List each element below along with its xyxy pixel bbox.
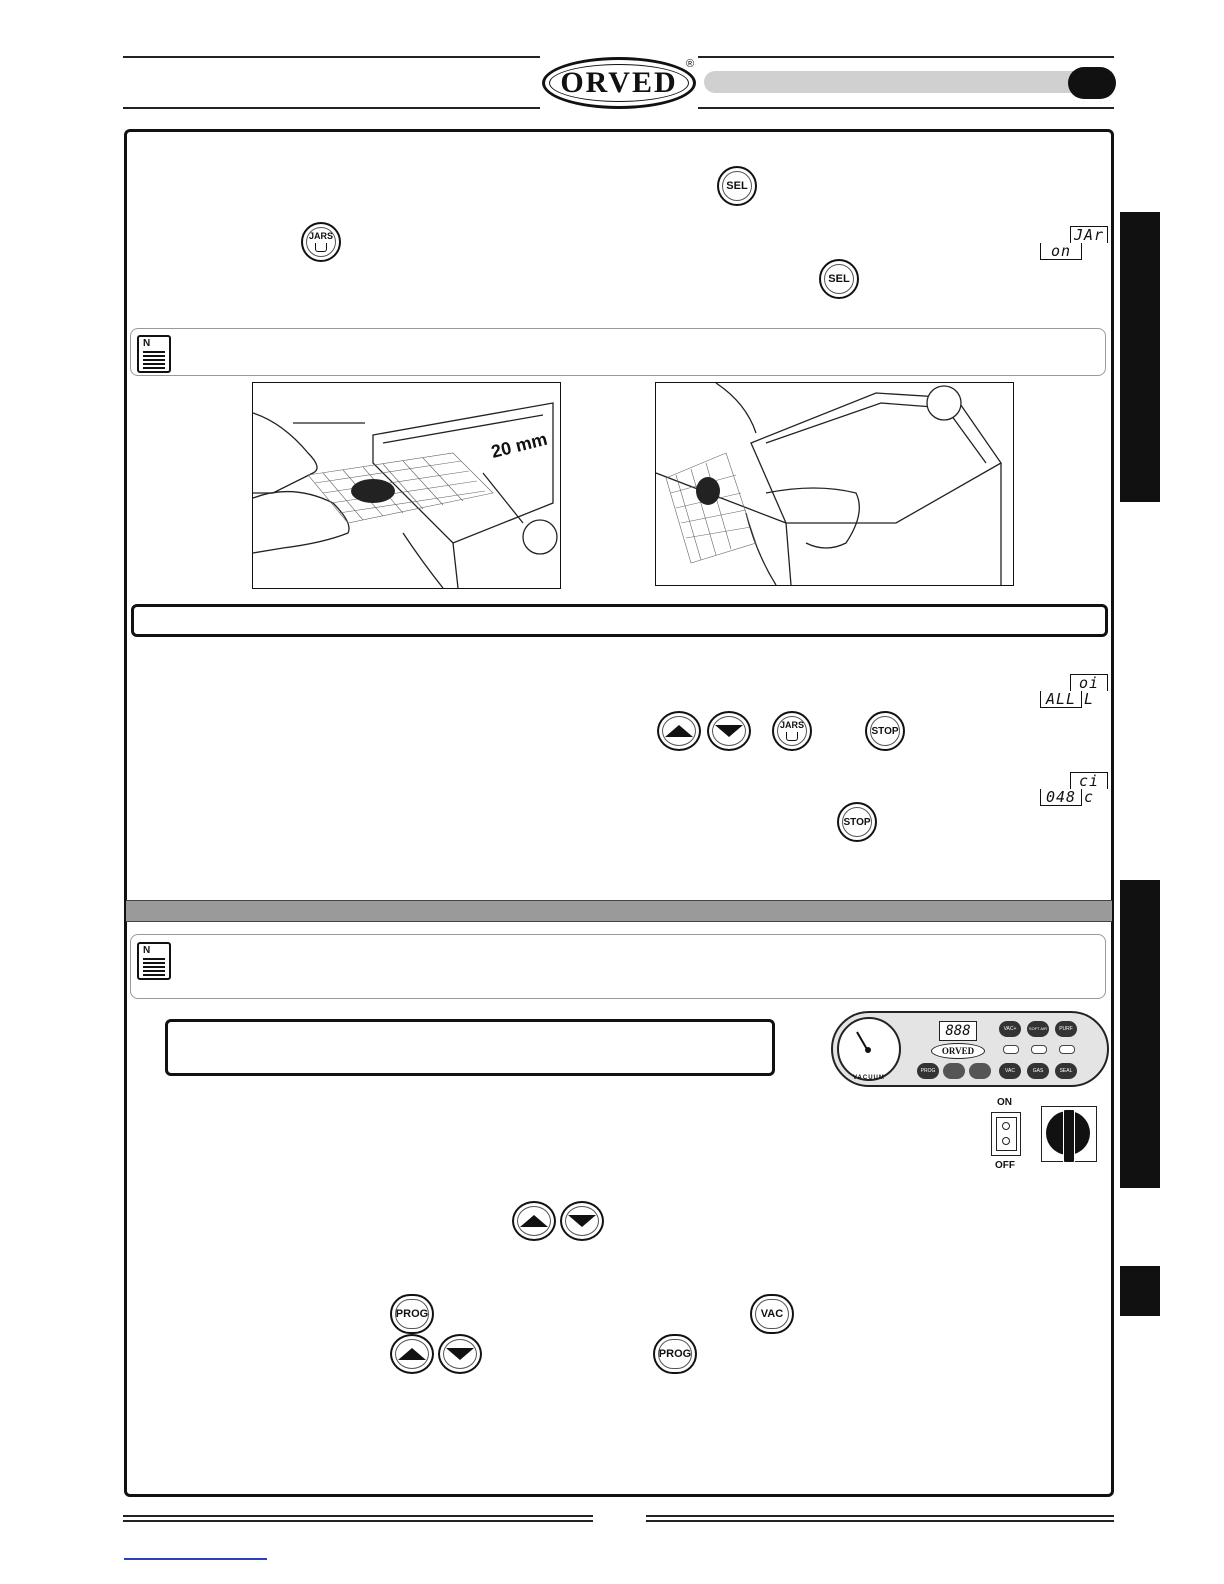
jars-button-2[interactable]: JARS <box>772 711 812 751</box>
logo-text: ORVED <box>560 66 678 99</box>
jars-button-1[interactable]: JARS <box>301 222 341 262</box>
side-tab-2 <box>1120 880 1160 1188</box>
footer-rule-right-1 <box>646 1515 1114 1517</box>
note-box-1 <box>130 328 1106 376</box>
up-arrow-button-1[interactable] <box>657 711 701 751</box>
display-jar-on: JAr on <box>1040 226 1108 260</box>
measurement-label: 20 mm <box>489 428 550 462</box>
arrow-down-icon <box>446 1348 474 1360</box>
side-tab-1 <box>1120 212 1160 502</box>
rotary-main-switch[interactable] <box>1041 1106 1097 1162</box>
note-box-2 <box>130 934 1106 999</box>
stop-button-1[interactable]: STOP <box>865 711 905 751</box>
header-rule-right-bottom <box>698 107 1114 109</box>
footer-rule-left-1 <box>123 1515 593 1517</box>
note-icon-1: N <box>137 335 171 373</box>
illustration-lid <box>656 383 1013 585</box>
arrow-down-icon <box>715 725 743 737</box>
panel-key-prog[interactable]: PROG <box>917 1063 939 1079</box>
down-arrow-button-1[interactable] <box>707 711 751 751</box>
panel-key-vac[interactable]: VAC <box>999 1063 1021 1079</box>
side-tab-3 <box>1120 1266 1160 1316</box>
sel-button-1[interactable]: SEL <box>717 166 757 206</box>
panel-key-soft-air[interactable]: SOFT AIR <box>1027 1021 1049 1037</box>
panel-logo: ORVED <box>931 1043 985 1059</box>
control-panel <box>831 1011 1109 1087</box>
header-rule-left-bottom <box>123 107 540 109</box>
arrow-down-icon <box>568 1215 596 1227</box>
display-cic-048: ci c 048 <box>1040 772 1108 806</box>
stop-button-2[interactable]: STOP <box>837 802 877 842</box>
prog-button-1[interactable]: PROG <box>390 1294 434 1334</box>
arrow-up-icon <box>665 725 693 737</box>
section-bar <box>126 900 1112 922</box>
illustration-hands-tray <box>253 383 560 588</box>
down-arrow-button-2[interactable] <box>560 1201 604 1241</box>
power-switch[interactable] <box>991 1112 1021 1156</box>
arrow-up-icon <box>398 1348 426 1360</box>
panel-key-gas[interactable]: GAS <box>1027 1063 1049 1079</box>
panel-led-row <box>999 1044 1077 1054</box>
switch-off-label: OFF <box>995 1160 1015 1171</box>
note-icon-2: N <box>137 942 171 980</box>
header-page-pill <box>1068 67 1116 99</box>
panel-display: 888 <box>939 1021 977 1041</box>
footer-rule-right-2 <box>646 1520 1114 1522</box>
registered-mark: ® <box>686 58 695 70</box>
heading-bar-1 <box>131 604 1108 637</box>
panel-key-down[interactable] <box>969 1063 991 1079</box>
panel-key-vac-plus[interactable]: VAC+ <box>999 1021 1021 1037</box>
panel-key-seal[interactable]: SEAL <box>1055 1063 1077 1079</box>
sel-button-2[interactable]: SEL <box>819 259 859 299</box>
header-grey-bar <box>704 71 1104 93</box>
heading-bar-2 <box>165 1019 775 1076</box>
panel-key-purf[interactable]: PURF <box>1055 1021 1077 1037</box>
jar-icon <box>315 243 327 252</box>
panel-key-up[interactable] <box>943 1063 965 1079</box>
orved-logo <box>542 57 696 109</box>
footer-rule-left-2 <box>123 1520 593 1522</box>
vac-button[interactable]: VAC <box>750 1294 794 1334</box>
footer-link-underline[interactable] <box>124 1558 267 1560</box>
switch-on-label: ON <box>997 1097 1012 1108</box>
prog-button-2[interactable]: PROG <box>653 1334 697 1374</box>
header-rule-left-top <box>123 56 540 58</box>
down-arrow-button-3[interactable] <box>438 1334 482 1374</box>
up-arrow-button-3[interactable] <box>390 1334 434 1374</box>
figure-closing-lid <box>655 382 1014 586</box>
jar-icon <box>786 732 798 741</box>
vacuum-gauge <box>837 1017 901 1081</box>
up-arrow-button-2[interactable] <box>512 1201 556 1241</box>
vacuum-label: VACUUM <box>853 1075 885 1081</box>
figure-placing-tray <box>252 382 561 589</box>
arrow-up-icon <box>520 1215 548 1227</box>
display-oil-all: oi L ALL <box>1040 674 1108 708</box>
header-rule-right-top <box>698 56 1114 58</box>
